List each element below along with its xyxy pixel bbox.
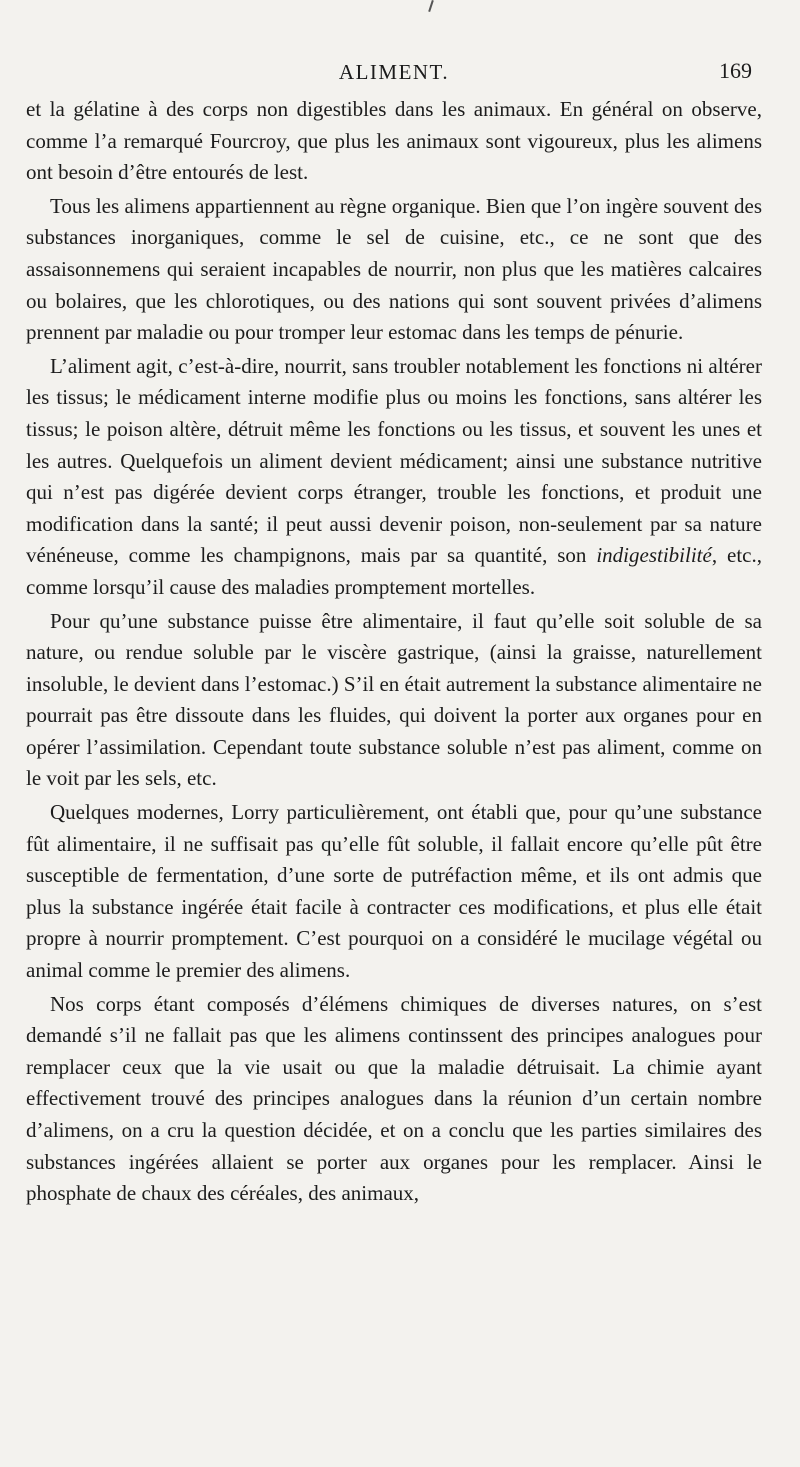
page-header	[26, 54, 762, 94]
paragraph: Pour qu’une substance puisse être alimentaire, il faut qu’elle soit soluble de sa nature, ou rendue soluble par le viscère gastrique, (ainsi la graisse, naturellement insoluble, le devient dans l’estomac.) S’il en était autrement la substance alimentaire ne pourrait pas être dissoute dans les fluides, qui doivent la porter aux organes pour en opérer l’assimilation. Cependant toute substance soluble n’est pas aliment, comme on le voit par les sels, etc.	[26, 608, 762, 791]
running-head: ALIMENT.	[338, 60, 450, 84]
paragraph-text: L’aliment agit, c’est-à-dire, nourrit, sans troubler notablement les fonctions ni altérer les tissus; le médicament interne modifie plus ou moins les fonctions, sans altérer les tissus; le poison altère, détruit même les fonctions ou les tissus, et souvent les unes et les autres. Quelquefois un aliment devient médicament; ainsi une substance nutritive qui n’est pas digérée devient corps étranger, trouble les fonctions, et produit une modification dans la santé; il peut aussi devenir poison, non-seulement par sa nature vénéneuse, comme les champignons, mais par sa quantité, son	[26, 353, 762, 568]
page-number: 169	[719, 58, 752, 83]
body-text	[26, 94, 762, 1210]
paragraph-continued: et la gélatine à des corps non digestibles dans les animaux. En général on observe, comme l’a remarqué Fourcroy, que plus les animaux sont vigoureux, plus les alimens ont besoin d’être entourés de lest.	[26, 97, 762, 185]
paragraph: Tous les alimens appartiennent au règne organique. Bien que l’on ingère souvent des substances inorganiques, comme le sel de cuisine, etc., ce ne sont que des assaisonnemens qui seraient incapables de nourrir, non plus que les matières calcaires ou bolaires, que les chlorotiques, ou des nations qui sont souvent privées d’alimens prennent par maladie ou pour tromper leur estomac dans les temps de pénurie.	[26, 193, 762, 345]
paragraph: Nos corps étant composés d’élémens chimiques de diverses natures, on s’est demandé s’il ne fallait pas que les alimens continssent des principes analogues pour remplacer ceux que la vie usait ou que la maladie détruisait. La chimie ayant effectivement trouvé des principes analogues dans la réunion d’un certain nombre d’alimens, on a cru la question décidée, et on a conclu que les parties similaires des substances ingérées allaient se porter aux organes pour les remplacer. Ainsi le phosphate de chaux des céréales, des animaux,	[26, 991, 762, 1206]
ink-mark	[428, 0, 434, 12]
paragraph-text: , etc., comme lorsqu’il cause des maladies promptement mortelles.	[26, 543, 762, 599]
paragraph	[26, 351, 762, 604]
italic-term: indigestibilité	[596, 543, 712, 568]
paragraph: Quelques modernes, Lorry particulièrement, ont établi que, pour qu’une substance fût alimentaire, il ne suffisait pas qu’elle fût soluble, il fallait encore qu’elle pût être susceptible de fermentation, d’une sorte de putréfaction même, et ils ont admis que plus la substance ingérée était facile à contracter ces modifications, et plus elle était propre à nourrir promptement. C’est pourquoi on a considéré le mucilage végétal ou animal comme le premier des alimens.	[26, 800, 762, 983]
